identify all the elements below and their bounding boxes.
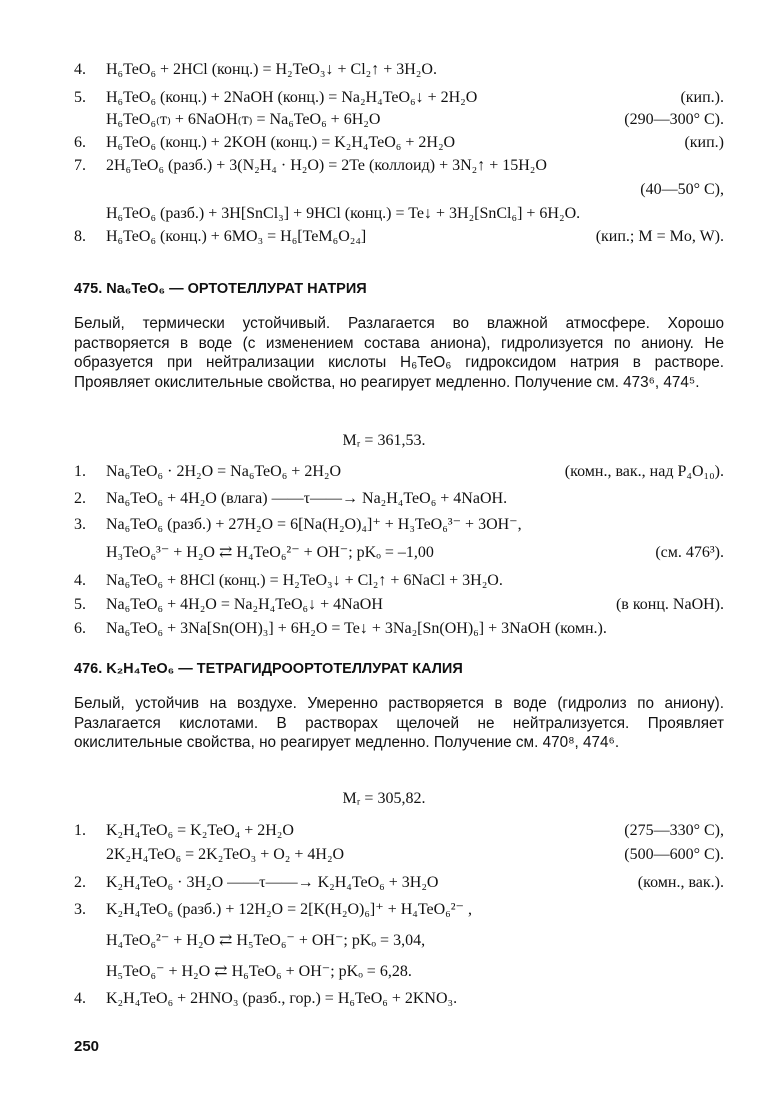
condition: (кип.) [684,134,724,151]
equation: H₅TeO₆⁻ + H₂O ⇄ H₆TeO₆ + OH⁻; pKₒ = 6,28. [106,963,412,980]
equation-row [0,543,768,567]
equation: K₂H₄TeO₆ · 3H₂O ——τ——→ K₂H₄TeO₆ + 3H₂O [106,874,439,891]
condition: (комн., вак.). [637,874,724,891]
condition: (кип.; M = Mo, W). [595,228,724,245]
equation: H₆TeO₆ (конц.) + 2NaOH (конц.) = Na₂H₄TeO₆↓ + 2H₂O [106,89,478,106]
equation: 2K₂H₄TeO₆ = 2K₂TeO₃ + O₂ + 4H₂O [106,846,345,863]
condition: (275—330° C), [624,822,724,839]
item-number: 4. [74,572,86,589]
equation: 2H₆TeO₆ (разб.) + 3(N₂H₄ · H₂O) = 2Te (коллоид) + 3N₂↑ + 15H₂O [106,157,547,174]
equation-row [0,462,768,486]
equation-row [0,619,768,643]
equation: H₆TeO₆₍т₎ + 6NaOH₍т₎ = Na₆TeO₆ + 6H₂O [106,111,381,128]
item-number: 7. [74,157,86,174]
equation-row [0,900,768,924]
equation: Na₆TeO₆ + 3Na[Sn(OH)₃] + 6H₂O = Te↓ + 3Na₂[Sn(OH)₆] + 3NaOH (комн.). [106,620,607,637]
equation-row [0,204,768,228]
equation: H₆TeO₆ (конц.) + 2KOH (конц.) = K₂H₄TeO₆ + 2H₂O [106,134,456,151]
item-number: 6. [74,134,86,151]
equation-row [0,821,768,845]
item-number: 5. [74,89,86,106]
equation: K₂H₄TeO₆ + 2HNO₃ (разб., гор.) = H₆TeO₆ + 2KNO₃. [106,990,458,1007]
equation-row [0,227,768,251]
section-title-476: 476. K₂H₄TeO₆ — ТЕТРАГИДРООРТОТЕЛЛУРАТ КАЛИЯ [74,661,463,677]
item-number: 1. [74,822,86,839]
item-number: 4. [74,61,86,78]
equation: H₄TeO₆²⁻ + H₂O ⇄ H₅TeO₆⁻ + OH⁻; pKₒ = 3,04, [106,932,426,949]
item-number: 3. [74,901,86,918]
equation-row [0,489,768,513]
equation-row [0,133,768,157]
item-number: 2. [74,874,86,891]
item-number: 4. [74,990,86,1007]
item-number: 3. [74,516,86,533]
item-number: 5. [74,596,86,613]
item-number: 1. [74,463,86,480]
equation: K₂H₄TeO₆ = K₂TeO₄ + 2H₂O [106,822,294,839]
condition: (40—50° C), [640,181,724,198]
equation-row [0,962,768,986]
equation-row [0,60,768,84]
equation-row [0,571,768,595]
equation: H₆TeO₆ (разб.) + 3H[SnCl₃] + 9HCl (конц.) = Te↓ + 3H₂[SnCl₆] + 6H₂O. [106,205,581,222]
equation-row [0,156,768,180]
item-number: 6. [74,620,86,637]
equation-row [0,595,768,619]
equation: Na₆TeO₆ + 4H₂O (влага) ——τ——→ Na₂H₄TeO₆ + 4NaOH. [106,490,508,507]
equation-row [0,180,768,204]
molar-mass-476: Mᵣ = 305,82. [342,790,426,807]
equation: H₆TeO₆ (конц.) + 6MO₃ = H₆[TeM₆O₂₄] [106,228,367,245]
equation-row [0,873,768,897]
equation: Na₆TeO₆ + 4H₂O = Na₂H₄TeO₆↓ + 4NaOH [106,596,383,613]
equation-row [0,88,768,112]
equation: Na₆TeO₆ · 2H₂O = Na₆TeO₆ + 2H₂O [106,463,341,480]
equation: Na₆TeO₆ + 8HCl (конц.) = H₂TeO₃↓ + Cl₂↑ + 6NaCl + 3H₂O. [106,572,503,589]
equation: K₂H₄TeO₆ (разб.) + 12H₂O = 2[K(H₂O)₆]⁺ + H₄TeO₆²⁻ , [106,901,472,918]
equation: H₃TeO₆³⁻ + H₂O ⇄ H₄TeO₆²⁻ + OH⁻; pKₒ = –1,00 [106,544,434,561]
equation-row [0,515,768,539]
section-description-475: Белый, термически устойчивый. Разлагается во влажной атмосфере. Хорошо растворяется в воде (с изменением состава аниона), гидролизуется по аниону. Не образуется при нейтрализации кислоты H₆TeO₆ гидроксидом натрия в растворе. Проявляет окислительные свойства, но реагирует медленно. Получение см. 473⁶, 474⁵. [74,315,724,391]
condition: (комн., вак., над P₄O₁₀). [564,463,724,480]
condition: (кип.). [680,89,724,106]
item-number: 2. [74,490,86,507]
equation-row [0,989,768,1013]
condition: (в конц. NaOH). [615,596,724,613]
section-title-475: 475. Na₆TeO₆ — ОРТОТЕЛЛУРАТ НАТРИЯ [74,281,367,297]
equation: H₆TeO₆ + 2HCl (конц.) = H₂TeO₃↓ + Cl₂↑ + 3H₂O. [106,61,437,78]
molar-mass-475: Mᵣ = 361,53. [342,432,426,449]
section-description-476: Белый, устойчив на воздухе. Умеренно растворяется в воде (гидролиз по аниону). Разлагается кислотами. В растворах щелочей не нейтрализуется. Проявляет окислительные свойства, но реагирует медленно. Получение см. 470⁸, 474⁶. [74,695,724,752]
equation-row [0,931,768,955]
page-number: 250 [74,1038,100,1055]
condition: (290—300° C). [624,111,724,128]
equation-row [0,845,768,869]
equation: Na₆TeO₆ (разб.) + 27H₂O = 6[Na(H₂O)₄]⁺ + H₃TeO₆³⁻ + 3OH⁻, [106,516,522,533]
condition: (500—600° C). [624,846,724,863]
condition: (см. 476³). [655,544,724,561]
equation-row [0,110,768,134]
item-number: 8. [74,228,86,245]
